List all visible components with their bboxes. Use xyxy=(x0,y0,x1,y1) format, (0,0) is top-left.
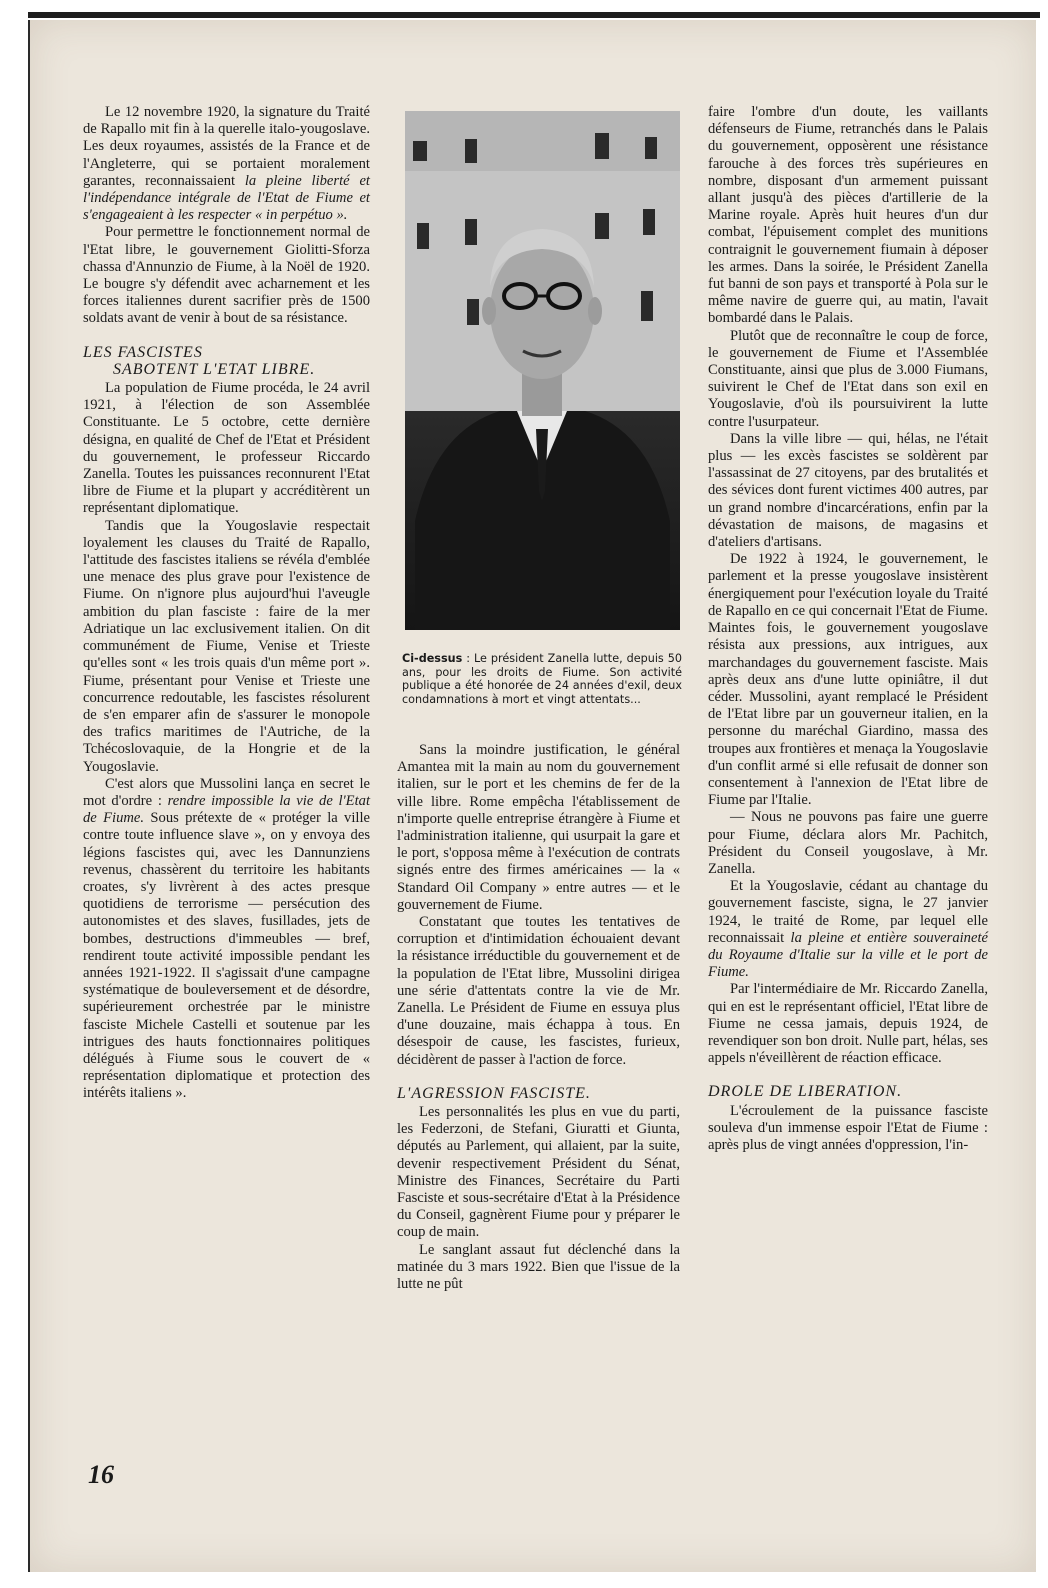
emphasis-text: rendre impossible la vie de l'Etat de Fiume. xyxy=(83,792,370,827)
paragraph: Sans la moindre justification, le général Amantea mit la main au nom du gouvernement italien, sur le port et les chemins de fer de la ville libre. Rome empêcha l'établissement de n'importe quelle entreprise étrangère à Fiume et l'administration italienne, qui usurpait la gare et le port, s'opposa même à l'exécution de contrats signés entre des firmes américaines — la « Standard Oil Company » entre autres — et le gouvernement de Fiume. xyxy=(397,742,680,913)
caption-lead: Ci-dessus xyxy=(402,652,463,665)
paragraph: Par l'intermédiaire de Mr. Riccardo Zanella, qui en est le représentant officiel, l'Etat libre de Fiume ne cessa jamais, depuis 1924, de revendiquer son bon droit. Nulle part, hélas, ses appels n'éveillèrent de réaction efficace. xyxy=(708,981,988,1067)
section-heading xyxy=(83,344,370,378)
article-column-2 xyxy=(397,742,680,1293)
paragraph xyxy=(708,878,988,981)
paragraph: Dans la ville libre — qui, hélas, ne l'était plus — les excès fascistes se soldèrent par l'assassinat de 27 citoyens, par des brutalités et des sévices dont furent victimes 400 autres, par un grand nombre d'incarcérations, enfin par la dévastation de maisons, de magasins et d'ateliers d'artisans. xyxy=(708,430,988,551)
paragraph: Plutôt que de reconnaître le coup de force, le gouvernement de Fiume et l'Assemblée Constituante, ainsi que plus de 3.000 Fiumans, suivirent le Chef de l'Etat dans son exil en Yougoslavie, d'où ils poursuivirent la lutte contre l'usurpateur. xyxy=(708,327,988,430)
page-top-edge xyxy=(28,12,1040,18)
paragraph: faire l'ombre d'un doute, les vaillants défenseurs de Fiume, retranchés dans le Palais du gouvernement, opposèrent une résistance farouche à des forces très supérieures en nombre, disposant d'un armement puissant allant jusqu'à des pièces d'artillerie de la Marine royale. Après huit heures d'un dur combat, l'épuisement complet des munitions contraignit le gouvernement fiumain à déposer les armes. Dans la soirée, le Président Zanella fut banni de son pays et transporté à Pola sur le même navire de guerre qui, au matin, l'avait bombardé dans le Palais. xyxy=(708,104,988,327)
emphasis-text: la pleine liberté et l'indépendance intégrale de l'Etat de Fiume et s'engageaient à les respecter « in perpétuo ». xyxy=(83,172,370,224)
paragraph: De 1922 à 1924, le gouvernement, le parlement et la presse yougoslave insistèrent énergiquement pour l'exécution loyale du Traité de Rapallo en ce qui concernait l'Etat de Fiume. Maintes fois, le gouvernement yougoslave résista aux pressions, aux intrigues, aux marchandages du gouvernement fasciste. Mais après deux ans d'une lutte opiniâtre, il dut céder. Mussolini, ayant remplacé le Président de l'Etat libre par un gouverneur italien, en la personne du maréchal Giardino, massa des troupes aux frontières et menaça la Yougoslavie d'un conflit armé si elle refusait de donner son consentement à l'annexion de l'Etat libre de Fiume par l'Italie. xyxy=(708,551,988,809)
paragraph: Constatant que toutes les tentatives de corruption et d'intimidation échouaient devant la résistance irréductible du gouvernement et de la population de l'Etat libre, Mussolini dirigea une série d'attentats contre la vie de Mr. Zanella. Le Président de Fiume en essuya plus d'une douzaine, mais échappa à tous. En désespoir de cause, les fascistes, furieux, décidèrent de passer à l'action de force. xyxy=(397,914,680,1068)
paragraph: L'écroulement de la puissance fasciste souleva d'un immense espoir l'Etat de Fiume : après plus de vingt années d'oppression, l'in- xyxy=(708,1102,988,1153)
caption-text: : Le président Zanella lutte, depuis 50 ans, pour les droits de Fiume. Son activité publique a été honorée de 24 années d'exil, deux condamnations à mort et vingt attentats... xyxy=(402,652,682,706)
heading-line-2: SABOTENT L'ETAT LIBRE. xyxy=(113,360,316,378)
emphasis-text: la pleine et entière souveraineté du Royaume d'Italie sur la ville et le port de Fiume. xyxy=(708,929,988,981)
heading-line-1: LES FASCISTES xyxy=(83,343,203,361)
paragraph-text: Le 12 novembre 1920, la signature du Traité de Rapallo mit fin à la querelle italo-yougoslave. Les deux royaumes, assistés de la France et de l'Angleterre, qui se portaient moralement garantes, reconnaissaient xyxy=(83,104,370,189)
article-column-3 xyxy=(708,104,988,1154)
paragraph: La population de Fiume procéda, le 24 avril 1921, à l'élection de son Assemblée Constituante. Le 5 octobre, cette dernière désigna, en qualité de Chef de l'Etat et Président du gouvernement, le professeur Riccardo Zanella. Toutes les puissances reconnurent l'Etat libre de Fiume et la plupart y accréditèrent un représentant diplomatique. xyxy=(83,380,370,517)
paragraph-text: Et la Yougoslavie, cédant au chantage du gouvernement fasciste, signa, le 27 janvier 1924, le traité de Rome, par lequel elle reconnaissait xyxy=(708,878,988,946)
paragraph xyxy=(83,776,370,1103)
portrait-photo xyxy=(405,111,680,630)
paragraph: Le sanglant assaut fut déclenché dans la matinée du 3 mars 1922. Bien que l'issue de la lutte ne pût xyxy=(397,1241,680,1293)
section-heading: DROLE DE LIBERATION. xyxy=(708,1083,903,1101)
portrait-illustration xyxy=(405,111,680,630)
photo-caption xyxy=(402,652,682,706)
paragraph: Tandis que la Yougoslavie respectait loyalement les clauses du Traité de Rapallo, l'attitude des fascistes italiens se révéla d'emblée une menace des plus grave pour l'existence de Fiume. On n'ignore plus aujourd'hui l'aveugle ambition du plan fasciste : faire de la mer Adriatique un lac exclusivement italien. On dit communément de Fiume, Venise et Trieste qu'elles sont « les trois quais d'un même port ». Fiume, présentant pour Venise et Trieste une concurrence redoutable, les fascistes résolurent de s'en emparer afin de s'assurer le monopole des trafics maritimes de l'Autriche, de la Tchécoslovaquie, de la Hongrie et de la Yougoslavie. xyxy=(83,517,370,775)
paragraph xyxy=(83,104,370,224)
paragraph-text: C'est alors que Mussolini lança en secret le mot d'ordre : xyxy=(83,775,370,809)
section-heading: L'AGRESSION FASCISTE. xyxy=(397,1084,591,1102)
paragraph: Pour permettre le fonctionnement normal de l'Etat libre, le gouvernement Giolitti-Sforza chassa d'Annunzio de Fiume, à la Noël de 1920. Le bougre s'y défendit avec acharnement et les forces italiennes durent sacrifier près de 1500 soldats avant de venir à bout de sa résistance. xyxy=(83,224,370,327)
paragraph-text: Sous prétexte de « protéger la ville contre toute influence slave », on y envoya des légions fascistes qui, avec les Dannunziens revenus, chassèrent du territoire les habitants croates, s'y livrèrent à des actes presque quotidiens de terrorisme — persécution des autonomistes et des slaves, fusillades, jets de bombes, destructions d'immeubles — bref, rendirent toute activité impossible pendant les années 1921-1922. Il s'agissait d'une campagne systématique de bouleversement et de désordre, supérieurement orchestrée par le ministre fasciste Michele Castelli et soutenue par les intrigues des hauts fonctionnaires politiques délégués à Fiume sous le couvert de « représentation diplomatique et protection des intérêts italiens ». xyxy=(83,810,371,1102)
paragraph: — Nous ne pouvons pas faire une guerre pour Fiume, déclara alors Mr. Pachitch, Président du Conseil yougoslave, à Mr. Zanella. xyxy=(708,809,988,877)
paragraph: Les personnalités les plus en vue du parti, les Federzoni, de Stefani, Giuratti et Giunta, députés au Parlement, qui allaient, par la suite, devenir respectivement Président du Sénat, Ministre des Finances, Secrétaire du Parti Fasciste et sous-secrétaire d'Etat à la Présidence du Conseil, gagnèrent Fiume pour y préparer le coup de main. xyxy=(397,1104,680,1241)
page-number: 16 xyxy=(88,1460,114,1489)
article-column-1 xyxy=(83,104,370,1103)
